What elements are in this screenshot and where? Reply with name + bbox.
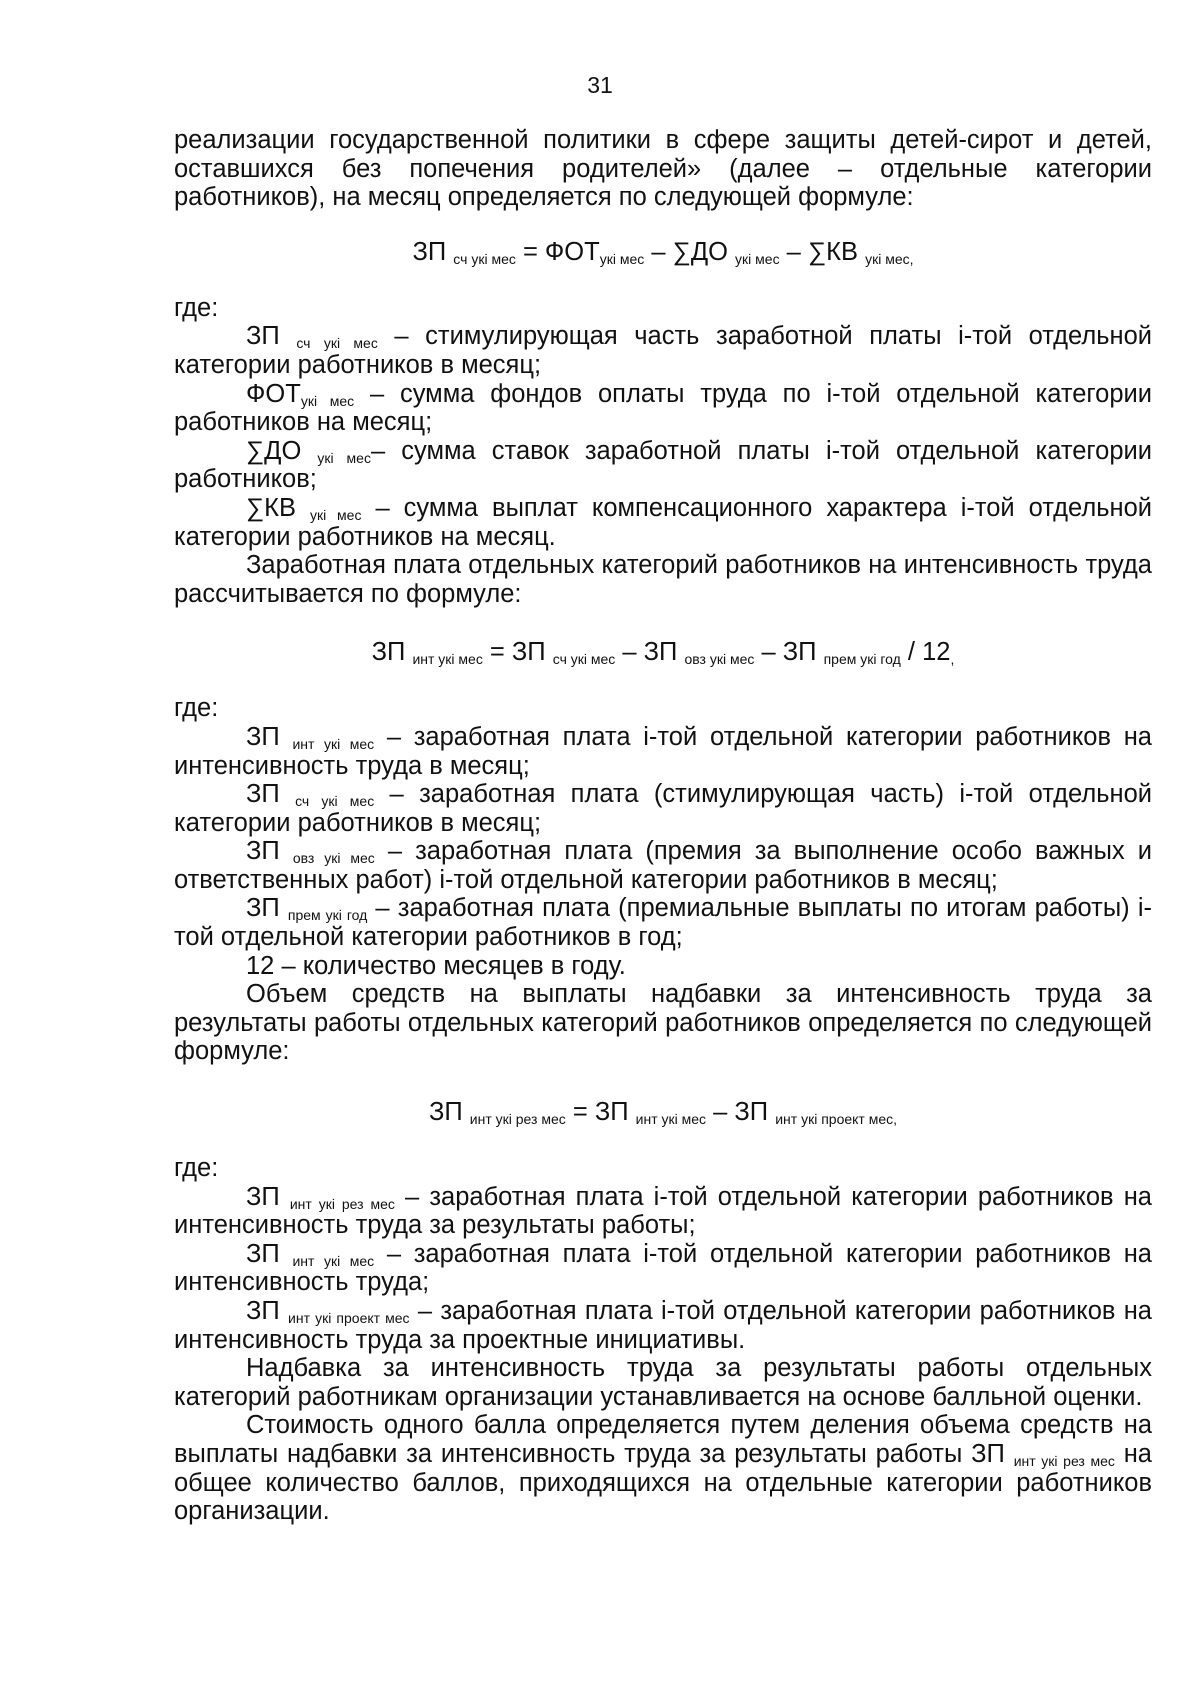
definition-text: – заработная плата (премиальные выплаты по итогам работы) і-той отдельной категории работников в год; xyxy=(174,894,1152,952)
formula-term: ЗП xyxy=(643,638,678,667)
definition-symbol: ЗП xyxy=(971,1439,1005,1468)
definition-item xyxy=(174,894,1152,951)
formula-operator: / 12 xyxy=(900,638,951,667)
definition-text: – заработная плата (премия за выполнение особо важных и ответственных работ) і-той отдельной категории работников в месяц; xyxy=(174,837,1152,894)
formula-term: ∑ДО xyxy=(672,237,728,266)
definition-symbol: ЗП xyxy=(246,1239,280,1268)
formula-term: ЗП xyxy=(782,638,817,667)
definition-subscript: инт укі рез мес xyxy=(1013,1452,1115,1469)
where-label: где: xyxy=(174,1154,219,1183)
definition-subscript: сч укі мес xyxy=(296,335,378,352)
definition-text: – стимулирующая часть заработной платы і-той отдельной категории работников в месяц; xyxy=(174,322,1152,379)
definition-item: 12 – количество месяцев в году. xyxy=(246,951,626,980)
definition-symbol: ЗП xyxy=(246,722,280,751)
definition-subscript: инт укі мес xyxy=(292,1252,375,1269)
paragraph xyxy=(174,1411,1152,1525)
formula-subscript: сч укі мес xyxy=(552,651,616,668)
formula-operator: = xyxy=(482,638,512,667)
formula-subscript: сч укі мес xyxy=(453,250,516,267)
definition-item xyxy=(174,437,1152,494)
definition-item xyxy=(174,1183,1152,1240)
definition-text: – сумма выплат компенсационного характера і-той отдельной категории работников на месяц. xyxy=(174,493,1152,551)
formula-subscript: укі мес xyxy=(599,250,645,267)
paragraph-text: Стоимость одного балла определяется путем деления объема средств на выплаты надбавки за интенсивность труда за результаты работы xyxy=(174,1411,1152,1468)
definition-symbol: ЗП xyxy=(246,1297,280,1325)
formula-subscript: инт укі мес xyxy=(412,651,483,668)
definition-symbol: ∑ДО xyxy=(246,436,302,465)
definition-item xyxy=(174,1297,1152,1354)
definition-item xyxy=(174,494,1152,551)
definition-subscript: инт укі рез мес xyxy=(289,1195,395,1212)
where-label: где: xyxy=(174,293,219,322)
paragraph: Объем средств на выплаты надбавки за интенсивность труда за результаты работы отдельных категорий работников определяется по следующей формуле: xyxy=(174,980,1152,1066)
formula-term: ∑КВ xyxy=(807,237,858,266)
formula-subscript: инт укі рез мес xyxy=(469,1111,566,1128)
formula-subscript: укі мес, xyxy=(865,250,914,267)
formula-operator: – xyxy=(644,237,673,266)
definition-subscript: укі мес xyxy=(310,506,362,523)
formula-term: ЗП xyxy=(511,638,546,667)
formula-operator: = xyxy=(515,237,545,266)
definition-item xyxy=(174,780,1152,837)
definition-symbol: ЗП xyxy=(246,780,280,809)
definition-item xyxy=(174,1240,1152,1297)
definition-subscript: прем укі год xyxy=(287,907,368,924)
definition-symbol: ЗП xyxy=(246,1182,280,1211)
definition-text: – заработная плата (стимулирующая часть) і-той отдельной категории работников в месяц; xyxy=(174,780,1152,837)
formula-term: ЗП xyxy=(412,237,447,266)
formula-term: ФОТ xyxy=(544,237,600,266)
definition-symbol: ЗП xyxy=(246,837,280,866)
definition-symbol: ЗП xyxy=(246,894,280,923)
formula-subscript: овз укі мес xyxy=(684,651,755,668)
formula-subscript: инт укі проект мес, xyxy=(775,1111,898,1128)
intro-paragraph: реализации государственной политики в сфере защиты детей-сирот и детей, оставшихся без попечения родителей» (далее – отдельные категории работников), на месяц определяется по следующей формуле: xyxy=(174,126,1152,212)
formula-operator: – xyxy=(779,237,808,266)
definition-text: – сумма ставок заработной платы і-той отдельной категории работников; xyxy=(174,436,1153,494)
definition-text: – заработная плата і-той отдельной категории работников на интенсивность труда в месяц; xyxy=(174,722,1152,780)
formula-subscript: прем укі год xyxy=(823,651,901,668)
formula-subscript: , xyxy=(950,651,955,668)
document-body xyxy=(174,126,1152,1526)
formula-term: ЗП xyxy=(734,1098,769,1127)
definition-symbol: ∑КВ xyxy=(246,493,297,522)
formula-operator: – xyxy=(706,1098,735,1127)
definition-subscript: сч укі мес xyxy=(295,793,375,810)
definition-text: – заработная плата і-той отдельной категории работников на интенсивность труда за результаты работы; xyxy=(174,1182,1152,1240)
formula-term: ЗП xyxy=(428,1098,463,1127)
definition-text: – заработная плата і-той отдельной категории работников на интенсивность труда за проектные инициативы. xyxy=(174,1297,1152,1354)
definition-item xyxy=(174,380,1152,437)
definition-item xyxy=(174,837,1152,894)
where-label: где: xyxy=(174,694,219,723)
formula-operator: – xyxy=(615,638,644,667)
formula-results-pay xyxy=(174,1092,1152,1144)
definition-text: – сумма фондов оплаты труда по і-той отдельной категории работников на месяц; xyxy=(174,379,1152,437)
definition-subscript: укі мес xyxy=(317,449,371,466)
definition-subscript: укі мес xyxy=(300,392,355,409)
formula-operator: – xyxy=(754,638,783,667)
formula-term: ЗП xyxy=(594,1098,629,1127)
formula-subscript: инт укі мес xyxy=(635,1111,707,1128)
definition-text: – заработная плата і-той отдельной категории работников на интенсивность труда; xyxy=(174,1239,1152,1297)
page-number: 31 xyxy=(587,72,613,98)
definition-symbol: ЗП xyxy=(246,322,280,351)
formula-term: ЗП xyxy=(371,638,406,667)
definition-subscript: овз укі мес xyxy=(292,850,375,867)
paragraph: Заработная плата отдельных категорий работников на интенсивность труда рассчитывается по формуле: xyxy=(174,551,1152,608)
paragraph-text: на общее количество баллов, приходящихся на отдельные категории работников организации. xyxy=(174,1439,1152,1526)
formula-stimulating-part xyxy=(174,232,1152,284)
definition-item xyxy=(174,322,1152,379)
definition-item xyxy=(174,723,1152,780)
paragraph: Надбавка за интенсивность труда за результаты работы отдельных категорий работникам организации устанавливается на основе балльной оценки. xyxy=(174,1354,1152,1411)
formula-intensity-pay xyxy=(174,632,1152,684)
definition-subscript: инт укі проект мес xyxy=(288,1310,410,1326)
definition-symbol: ФОТ xyxy=(246,379,301,408)
definition-subscript: инт укі мес xyxy=(292,735,375,752)
formula-subscript: укі мес xyxy=(735,250,780,267)
formula-operator: = xyxy=(565,1098,595,1127)
